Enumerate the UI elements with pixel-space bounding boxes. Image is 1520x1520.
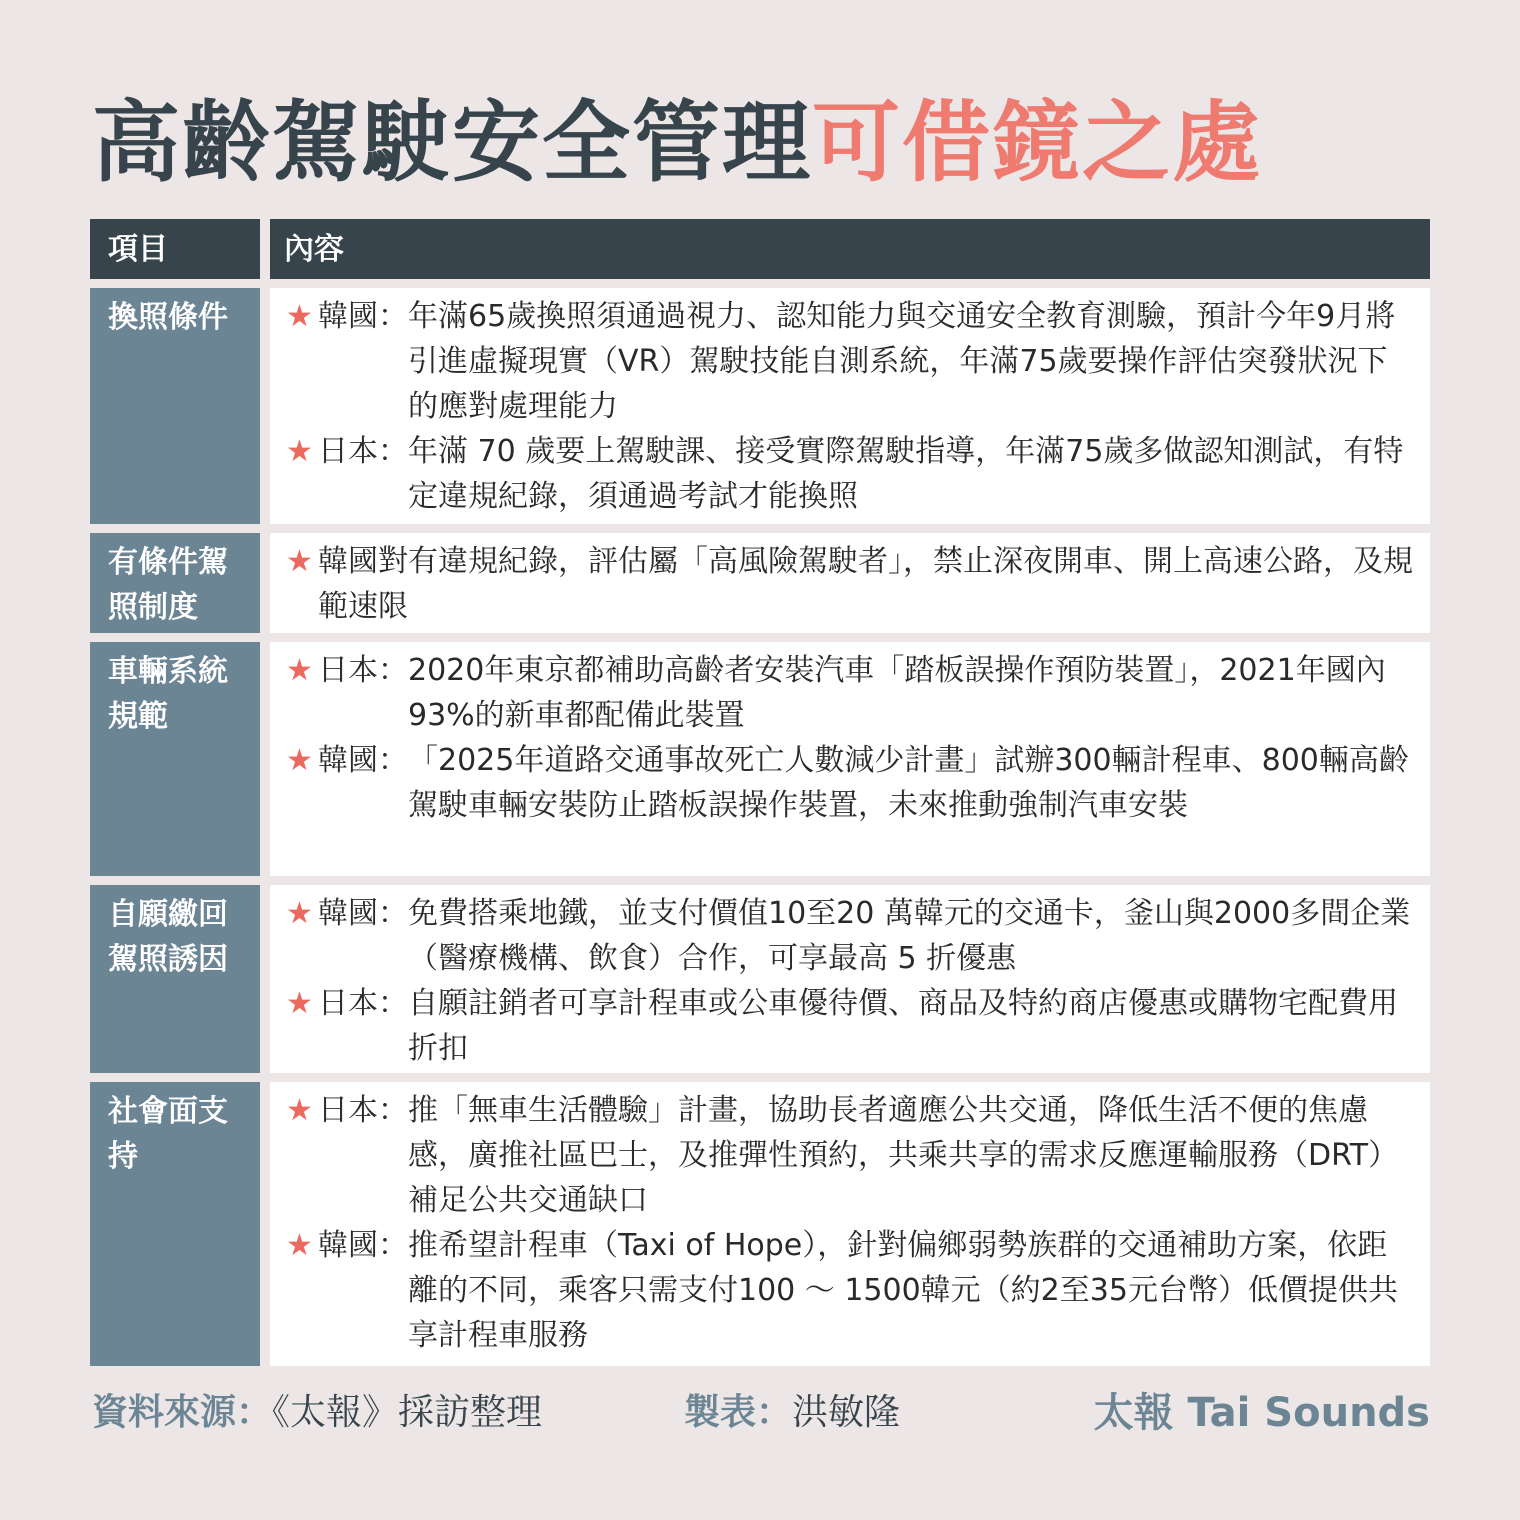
list-item — [286, 294, 1416, 429]
star-icon: ★ — [286, 653, 313, 688]
table-row — [90, 642, 1430, 876]
item-text: 推希望計程車（Taxi of Hope），針對偏鄉弱勢族群的交通補助方案，依距離的不同，乘客只需支付100 ～ 1500韓元（約2至35元台幣）低價提供共享計程車服務 — [408, 1228, 1398, 1353]
row-content — [270, 533, 1430, 633]
list-item — [286, 981, 1416, 1071]
star-icon: ★ — [286, 1228, 313, 1263]
comparison-table — [90, 219, 1430, 1375]
row-content — [270, 885, 1430, 1073]
item-text: 「2025年道路交通事故死亡人數減少計畫」試辦300輛計程車、800輛高齡駕駛車輛安裝防止踏板誤操作裝置，未來推動強制汽車安裝 — [408, 743, 1409, 823]
list-item — [286, 1223, 1416, 1358]
star-icon: ★ — [286, 986, 313, 1021]
row-label: 換照條件 — [90, 288, 260, 524]
item-text: 自願註銷者可享計程車或公車優待價、商品及特約商店優惠或購物宅配費用折扣 — [408, 986, 1398, 1066]
table-row — [90, 885, 1430, 1073]
star-icon: ★ — [286, 544, 313, 579]
list-item — [286, 429, 1416, 519]
row-label: 社會面支持 — [90, 1082, 260, 1366]
country-label: 韓國： — [318, 743, 408, 778]
table-header — [90, 219, 1430, 279]
title-accent: 可借鏡之處 — [812, 91, 1263, 194]
brand-logo: 太報 Tai Sounds — [1093, 1390, 1430, 1436]
country-label: 韓國： — [318, 896, 408, 931]
source-credit — [92, 1388, 542, 1438]
table-row — [90, 288, 1430, 524]
star-icon: ★ — [286, 1093, 313, 1128]
maker-value: 洪敏隆 — [792, 1392, 901, 1433]
item-text: 免費搭乘地鐵，並支付價值10至20 萬韓元的交通卡，釜山與2000多間企業（醫療機構、飲食）合作，可享最高 5 折優惠 — [408, 896, 1411, 976]
row-content — [270, 288, 1430, 524]
maker-credit — [684, 1388, 900, 1438]
list-item — [286, 539, 1416, 629]
source-label: 資料來源： — [92, 1392, 273, 1433]
maker-label: 製表： — [684, 1392, 793, 1433]
row-label: 自願繳回駕照誘因 — [90, 885, 260, 1073]
table-row — [90, 533, 1430, 633]
page-title — [92, 78, 1437, 208]
item-text: 2020年東京都補助高齡者安裝汽車「踏板誤操作預防裝置」，2021年國內93%的新車都配備此裝置 — [408, 653, 1386, 733]
item-text: 韓國對有違規紀錄，評估屬「高風險駕駛者」，禁止深夜開車、開上高速公路，及規範速限 — [318, 544, 1413, 624]
country-label: 日本： — [318, 1093, 408, 1128]
country-label: 日本： — [318, 986, 408, 1021]
country-label: 日本： — [318, 434, 408, 469]
star-icon: ★ — [286, 896, 313, 931]
item-text: 推「無車生活體驗」計畫，協助長者適應公共交通，降低生活不便的焦慮感，廣推社區巴士，及推彈性預約，共乘共享的需求反應運輸服務（DRT）補足公共交通缺口 — [408, 1093, 1399, 1218]
list-item — [286, 738, 1416, 828]
header-item: 項目 — [90, 219, 260, 279]
list-item — [286, 1088, 1416, 1223]
row-label: 有條件駕照制度 — [90, 533, 260, 633]
row-content — [270, 1082, 1430, 1366]
star-icon: ★ — [286, 743, 313, 778]
header-content: 內容 — [270, 219, 1430, 279]
star-icon: ★ — [286, 299, 313, 334]
country-label: 韓國： — [318, 1228, 408, 1263]
country-label: 日本： — [318, 653, 408, 688]
table-row — [90, 1082, 1430, 1366]
list-item — [286, 648, 1416, 738]
row-content — [270, 642, 1430, 876]
item-text: 年滿 70 歲要上駕駛課、接受實際駕駛指導，年滿75歲多做認知測試，有特定違規紀錄，須通過考試才能換照 — [408, 434, 1404, 514]
country-label: 韓國： — [318, 299, 408, 334]
star-icon: ★ — [286, 434, 313, 469]
list-item — [286, 891, 1416, 981]
source-value: 《太報》採訪整理 — [272, 1392, 543, 1433]
item-text: 年滿65歲換照須通過視力、認知能力與交通安全教育測驗，預計今年9月將引進虛擬現實（VR）駕駛技能自測系統，年滿75歲要操作評估突發狀況下的應對處理能力 — [408, 299, 1396, 424]
title-main: 高齡駕駛安全管理 — [92, 91, 813, 194]
row-label: 車輛系統規範 — [90, 642, 260, 876]
